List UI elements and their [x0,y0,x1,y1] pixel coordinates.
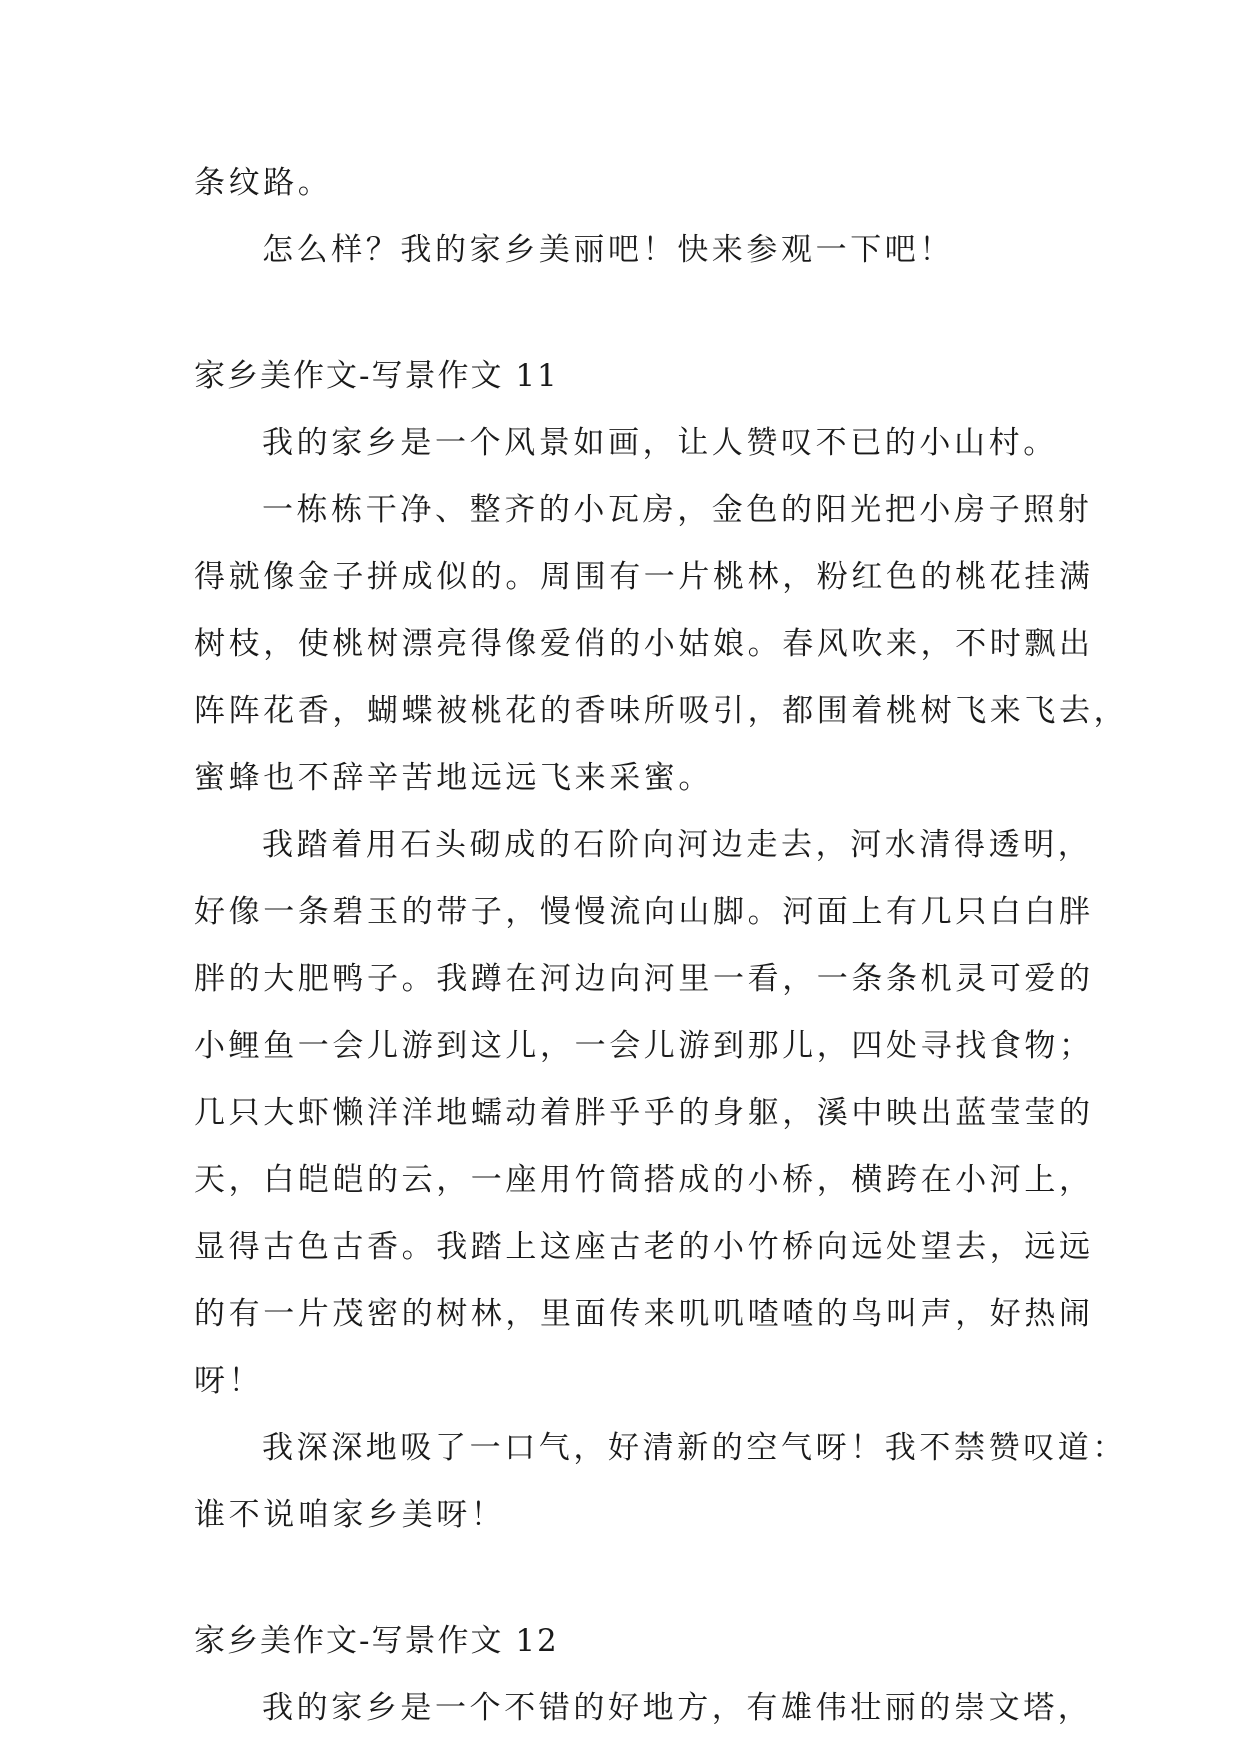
section-gap [194,284,1074,343]
section-heading: 家乡美作文-写景作文 11 [194,358,559,394]
text-line: 几只大虾懒洋洋地蠕动着胖乎乎的身躯，溪中映出蓝莹莹的 [194,1095,1094,1131]
text-line: 蜜蜂也不辞辛苦地远远飞来采蜜。 [194,760,713,796]
document-body [194,150,1129,1742]
text-line: 谁不说咱家乡美呀！ [194,1497,506,1533]
section-gap [194,1549,1074,1608]
text-line: 好像一条碧玉的带子，慢慢流向山脚。河面上有几只白白胖 [194,894,1094,930]
text-line: 树枝，使桃树漂亮得像爱俏的小姑娘。春风吹来，不时飘出 [194,626,1094,662]
text-line: 小鲤鱼一会儿游到这儿，一会儿游到那儿，四处寻找食物； [194,1028,1094,1064]
text-line: 我的家乡是一个不错的好地方，有雄伟壮丽的崇文塔， [262,1690,1093,1726]
text-line: 一栋栋干净、整齐的小瓦房，金色的阳光把小房子照射 [262,492,1093,528]
text-line: 得就像金子拼成似的。周围有一片桃林，粉红色的桃花挂满 [194,559,1094,595]
text-line: 胖的大肥鸭子。我蹲在河边向河里一看，一条条机灵可爱的 [194,961,1094,997]
section-heading: 家乡美作文-写景作文 12 [194,1623,559,1659]
text-line: 条纹路。 [194,165,333,201]
text-line: 我的家乡是一个风景如画，让人赞叹不已的小山村。 [262,425,1058,461]
text-line: 显得古色古香。我踏上这座古老的小竹桥向远处望去，远远 [194,1229,1094,1265]
text-line: 阵阵花香，蝴蝶被桃花的香味所吸引，都围着桃树飞来飞去， [194,693,1129,729]
text-line: 的有一片茂密的树林，里面传来叽叽喳喳的鸟叫声，好热闹 [194,1296,1094,1332]
text-line: 天，白皑皑的云，一座用竹筒搭成的小桥，横跨在小河上， [194,1162,1094,1198]
text-line: 呀！ [194,1363,264,1399]
text-line: 我踏着用石头砌成的石阶向河边走去，河水清得透明， [262,827,1093,863]
text-line: 我深深地吸了一口气，好清新的空气呀！我不禁赞叹道： [262,1430,1127,1466]
text-line: 怎么样？我的家乡美丽吧！快来参观一下吧！ [262,232,954,268]
